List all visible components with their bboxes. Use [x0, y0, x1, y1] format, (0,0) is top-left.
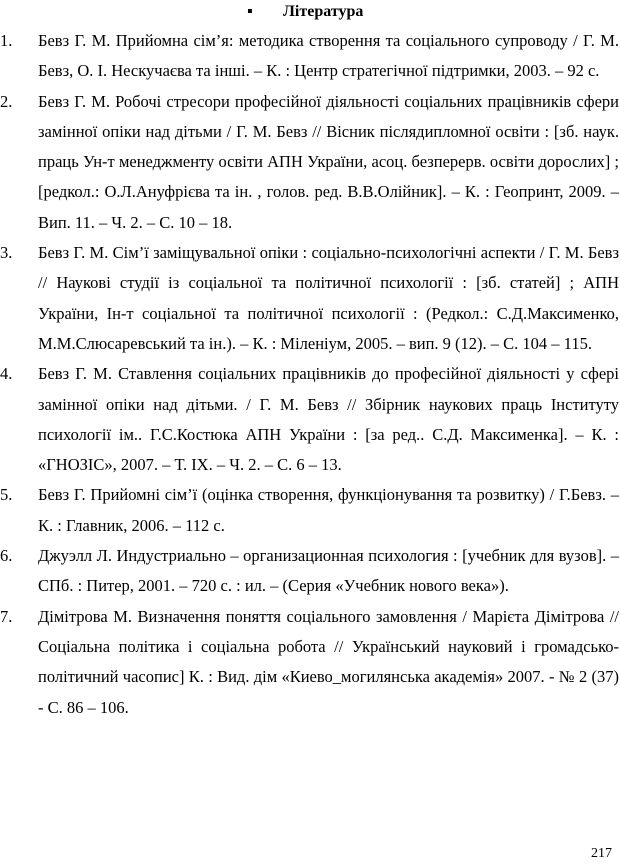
- reference-number: 3.: [0, 243, 13, 263]
- reference-item: [0, 541, 620, 602]
- bullet-icon: ▪: [247, 3, 253, 20]
- reference-item: [0, 359, 620, 480]
- reference-number: 5.: [0, 485, 13, 505]
- reference-item: [0, 480, 620, 541]
- reference-text: Дімітрова М. Визначення поняття соціального замовлення / Марієта Дімітрова // Соціальна політика і соціальна робота // Український науковий і громадсько-політичний часопис] К. : Вид. дім «Киево_могилянська академія» 2007. - № 2 (37) - С. 86 – 106.: [38, 606, 619, 717]
- reference-item: [0, 26, 620, 87]
- reference-number: 2.: [0, 91, 13, 111]
- reference-number: 4.: [0, 364, 13, 384]
- reference-number: 1.: [0, 31, 13, 50]
- reference-text: Бевз Г. М. Сім’ї заміщувальної опіки : соціально-психологічні аспекти / Г. М. Бевз // Наукові студії із соціальної та політичної психології : [зб. статей] ; АПН України, Ін-т соціальної та політичної психології : (Редкол.: С.Д.Максименко, М.М.Слюсаревський та ін.). – К. : Міленіум, 2005. – вип. 9 (12). – С. 104 – 115.: [38, 243, 619, 353]
- reference-number: 7.: [0, 606, 13, 626]
- page-number: 217: [591, 846, 612, 861]
- reference-text: Бевз Г. М. Прийомна сім’я: методика створення та соціального супроводу / Г. М. Бевз, О. І. Нескучаєва та інші. – К. : Центр стратегічної підтримки, 2003. – 92 с.: [38, 31, 619, 81]
- reference-text: Бевз Г. М. Робочі стресори професійної діяльності соціальних працівників сфери замінної опіки над дітьми / Г. М. Бевз // Вісник післядипломної освіти : [зб. наук. праць Ун-т менеджменту освіти АПН України, асоц. безперерв. освіти дорослих] ; [редкол.: О.Л.Ануфрієва та ін. , голов. ред. В.В.Олійник]. – К. : Геопринт, 2009. – Вип. 11. – Ч. 2. – С. 10 – 18.: [38, 91, 619, 232]
- reference-number: 6.: [0, 546, 13, 566]
- section-title: Література: [283, 3, 364, 20]
- reference-text: Джуэлл Л. Индустриально – организационная психология : [учебник для вузов]. – СПб. : Питер, 2001. – 720 с. : ил. – (Серия «Учебник нового века»).: [38, 546, 619, 596]
- reference-list: [0, 26, 620, 723]
- reference-text: Бевз Г. М. Ставлення соціальних працівників до професійної діяльності у сфері замінної опіки над дітьми. / Г. М. Бевз // Збірник наукових праць Інституту психології ім.. Г.С.Костюка АПН України : [за ред.. С.Д. Максименка]. – К. : «ГНОЗІС», 2007. – Т. ІХ. – Ч. 2. – С. 6 – 13.: [38, 364, 619, 475]
- section-heading: [0, 0, 620, 24]
- reference-item: [0, 87, 620, 238]
- reference-text: Бевз Г. Прийомні сім’ї (оцінка створення, функціонування та розвитку) / Г.Бевз. – К. : Главник, 2006. – 112 с.: [38, 485, 619, 535]
- reference-item: [0, 238, 620, 359]
- reference-item: [0, 602, 620, 723]
